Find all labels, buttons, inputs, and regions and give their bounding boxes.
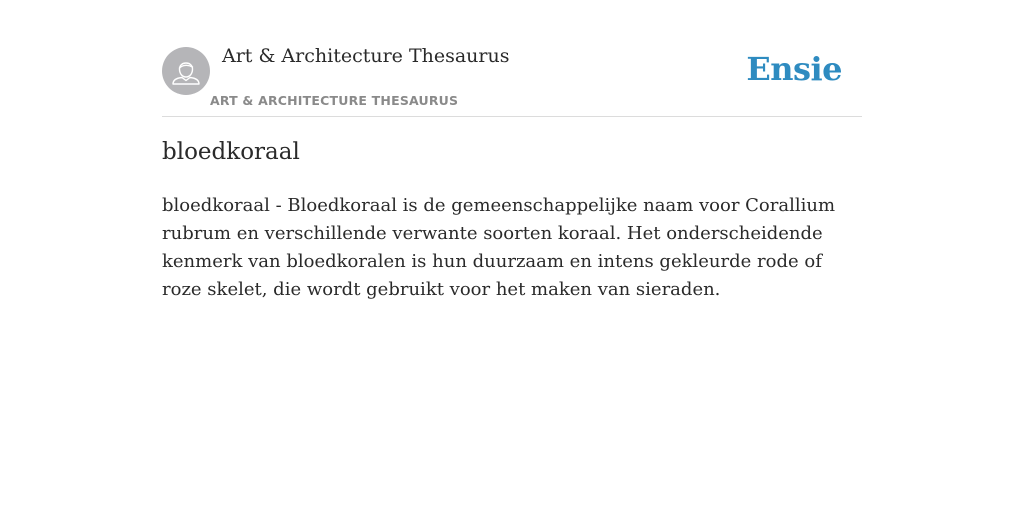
- category-label[interactable]: ART & ARCHITECTURE THESAURUS: [210, 93, 459, 108]
- page-title: bloedkoraal: [162, 139, 300, 165]
- article-body: bloedkoraal - Bloedkoraal is de gemeenschappelijke naam voor Corallium rubrum en verschillende verwante soorten koraal. Het onderscheidende kenmerk van bloedkoralen is hun duurzaam en intens gekleurde rode of roze skelet, die wordt gebruikt voor het maken van sieraden.: [162, 195, 836, 300]
- header: [162, 0, 862, 117]
- brand-logo[interactable]: Ensie: [746, 50, 842, 88]
- avatar[interactable]: [162, 47, 210, 95]
- user-outline-icon: [162, 47, 210, 95]
- author-name[interactable]: Art & Architecture Thesaurus: [222, 45, 510, 67]
